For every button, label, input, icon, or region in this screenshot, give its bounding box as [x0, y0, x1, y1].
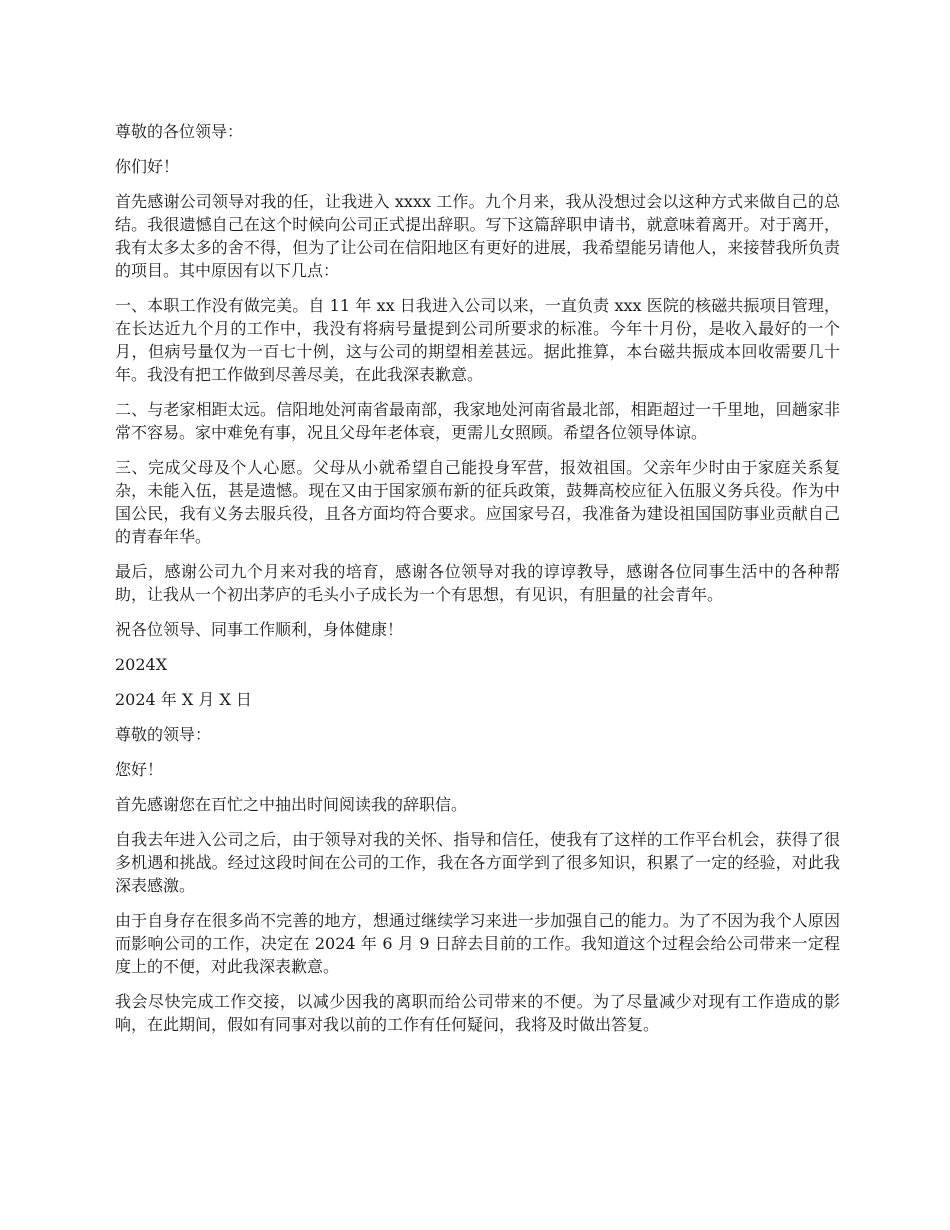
document-body [115, 120, 840, 1048]
body-paragraph: 首先感谢您在百忙之中抽出时间阅读我的辞职信。 [115, 795, 468, 814]
closing-wish: 祝各位领导、同事工作顺利，身体健康！ [115, 620, 404, 639]
body-paragraph: 最后，感谢公司九个月来对我的培育，感谢各位领导对我的谆谆教导，感谢各位同事生活中的各种帮助，让我从一个初出茅庐的毛头小子成长为一个有思想，有见识，有胆量的社会青年。 [115, 562, 840, 604]
signature-date: 2024 年 X 月 X 日 [115, 690, 252, 709]
greeting: 您好！ [115, 760, 164, 779]
body-paragraph: 自我去年进入公司之后，由于领导对我的关怀、指导和信任，使我有了这样的工作平台机会，获得了很多机遇和挑战。经过这段时间在公司的工作，我在各方面学到了很多知识，积累了一定的经验，对此我深表感激。 [115, 830, 840, 895]
body-paragraph: 我会尽快完成工作交接，以减少因我的离职而给公司带来的不便。为了尽量减少对现有工作造成的影响，在此期间，假如有同事对我以前的工作有任何疑问，我将及时做出答复。 [115, 992, 840, 1034]
body-paragraph: 二、与老家相距太远。信阳地处河南省最南部，我家地处河南省最北部，相距超过一千里地，回趟家非常不容易。家中难免有事，况且父母年老体衰，更需儿女照顾。希望各位领导体谅。 [115, 400, 840, 442]
salutation: 尊敬的领导： [115, 725, 212, 744]
salutation: 尊敬的各位领导： [115, 122, 244, 141]
greeting: 你们好！ [115, 157, 180, 176]
body-paragraph: 一、本职工作没有做完美。自 11 年 xx 日我进入公司以来，一直负责 xxx 医院的核磁共振项目管理，在长达近九个月的工作中，我没有将病号量提到公司所要求的标准。今年十月份，是收入最好的一个月，但病号量仅为一百七十例，这与公司的期望相差甚远。据此推算，本台磁共振成本回收需要几十年。我没有把工作做到尽善尽美，在此我深表歉意。 [115, 296, 840, 384]
body-paragraph: 由于自身存在很多尚不完善的地方，想通过继续学习来进一步加强自己的能力。为了不因为我个人原因而影响公司的工作，决定在 2024 年 6 月 9 日辞去目前的工作。我知道这个过程会给公司带来一定程度上的不便，对此我深表歉意。 [115, 911, 840, 976]
signature-year: 2024X [115, 655, 168, 674]
body-paragraph: 三、完成父母及个人心愿。父母从小就希望自己能投身军营，报效祖国。父亲年少时由于家庭关系复杂，未能入伍，甚是遗憾。现在又由于国家颁布新的征兵政策，鼓舞高校应征入伍服义务兵役。作为中国公民，我有义务去服兵役，且各方面均符合要求。应国家号召，我准备为建设祖国国防事业贡献自己的青春年华。 [115, 458, 840, 546]
body-paragraph: 首先感谢公司领导对我的任，让我进入 xxxx 工作。九个月来，我从没想过会以这种方式来做自己的总结。我很遗憾自己在这个时候向公司正式提出辞职。写下这篇辞职申请书，就意味着离开。对于离开，我有太多太多的舍不得，但为了让公司在信阳地区有更好的进展，我希望能另请他人，来接替我所负责的项目。其中原因有以下几点： [115, 192, 840, 280]
